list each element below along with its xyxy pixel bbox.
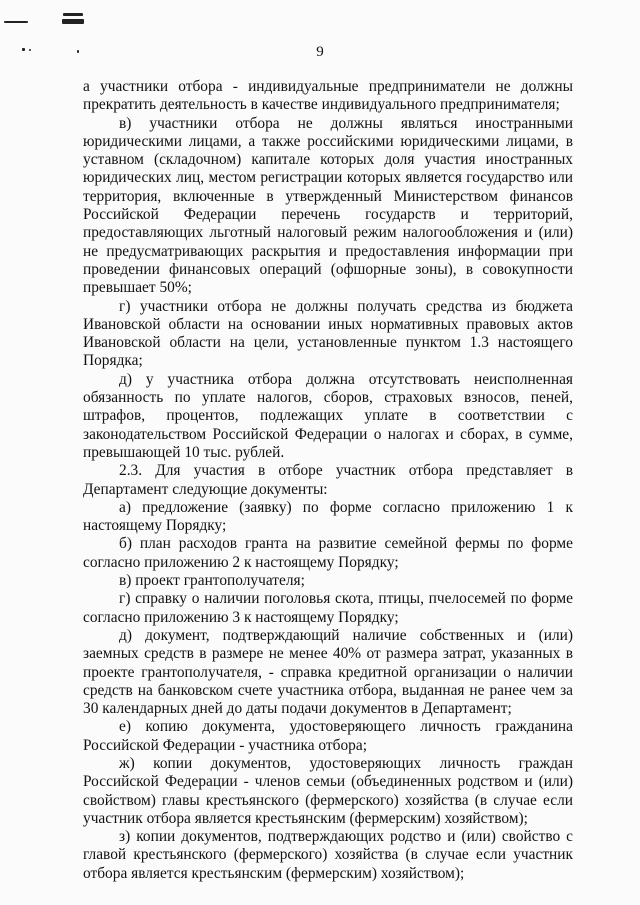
paragraph: б) план расходов гранта на развитие семейной фермы по форме согласно приложению 2 к настоящему Порядку; xyxy=(83,535,573,571)
scan-artifact-mark xyxy=(63,13,83,16)
paragraph: в) проект грантополучателя; xyxy=(119,572,305,590)
paragraph: д) документ, подтверждающий наличие собственных и (или) заемных средств в размере не менее 40% от размера затрат, указанных в проекте грантополучателя, - справка кредитной организации о наличии средств на банковском счете участника отбора, выданная не ранее чем за 30 календарных дней до даты подачи документов в Департамент; xyxy=(83,626,573,718)
paragraph: д) у участника отбора должна отсутствовать неисполненная обязанность по уплате налогов, сборов, страховых взносов, пеней, штрафов, процентов, подлежащих уплате в соответствии с законодательством Российской Федерации о налогах и сборах, в сумме, превышающей 10 тыс. рублей. xyxy=(83,370,573,461)
paragraph: а) предложение (заявку) по форме согласно приложению 1 к настоящему Порядку; xyxy=(83,498,573,535)
paragraph: е) копию документа, удостоверяющего личность гражданина Российской Федерации - участника отбора; xyxy=(83,718,573,754)
scan-artifact-mark xyxy=(62,19,84,24)
paragraph: а участники отбора - индивидуальные предприниматели не должны прекратить деятельность в качестве индивидуального предпринимателя; xyxy=(83,78,573,114)
paragraph: в) участники отбора не должны являться иностранными юридическими лицами, а также российскими юридическими лицами, в уставном (складочном) капитале которых доля участия иностранных юридических лиц, местом регистрации которых является государство или территория, включенные в утвержденный Министерством финансов Российской Федерации перечень государств и территорий, предоставляющих льготный налоговый режим налогообложения и (или) не предусматривающих раскрытия и предоставления информации при проведении финансовых операций (офшорные зоны), в совокупности превышает 50%; xyxy=(83,114,573,297)
paragraph: 2.3. Для участия в отборе участник отбора представляет в Департамент следующие документы: xyxy=(83,462,573,498)
paragraph: г) участники отбора не должны получать средства из бюджета Ивановской области на основании иных нормативных правовых актов Ивановской области на цели, установленные пунктом 1.3 настоящего Порядка; xyxy=(83,297,573,370)
page-number: 9 xyxy=(316,44,324,60)
paragraph: г) справку о наличии поголовья скота, птицы, пчелосемей по форме согласно приложению 3 к настоящему Порядку; xyxy=(83,590,573,626)
document-body xyxy=(83,78,573,883)
paragraph: ж) копии документов, удостоверяющих личность граждан Российской Федерации - членов семьи (объединенных родством и (или) свойством) главы крестьянского (фермерского) хозяйства (в случае если участник отбора является крестьянским (фермерским) хозяйством); xyxy=(83,754,573,827)
scan-artifact-mark xyxy=(4,21,28,23)
paragraph: з) копии документов, подтверждающих родство и (или) свойство с главой крестьянского (фермерского) хозяйства (в случае если участник отбора является крестьянским (фермерским) хозяйством); xyxy=(83,828,573,882)
